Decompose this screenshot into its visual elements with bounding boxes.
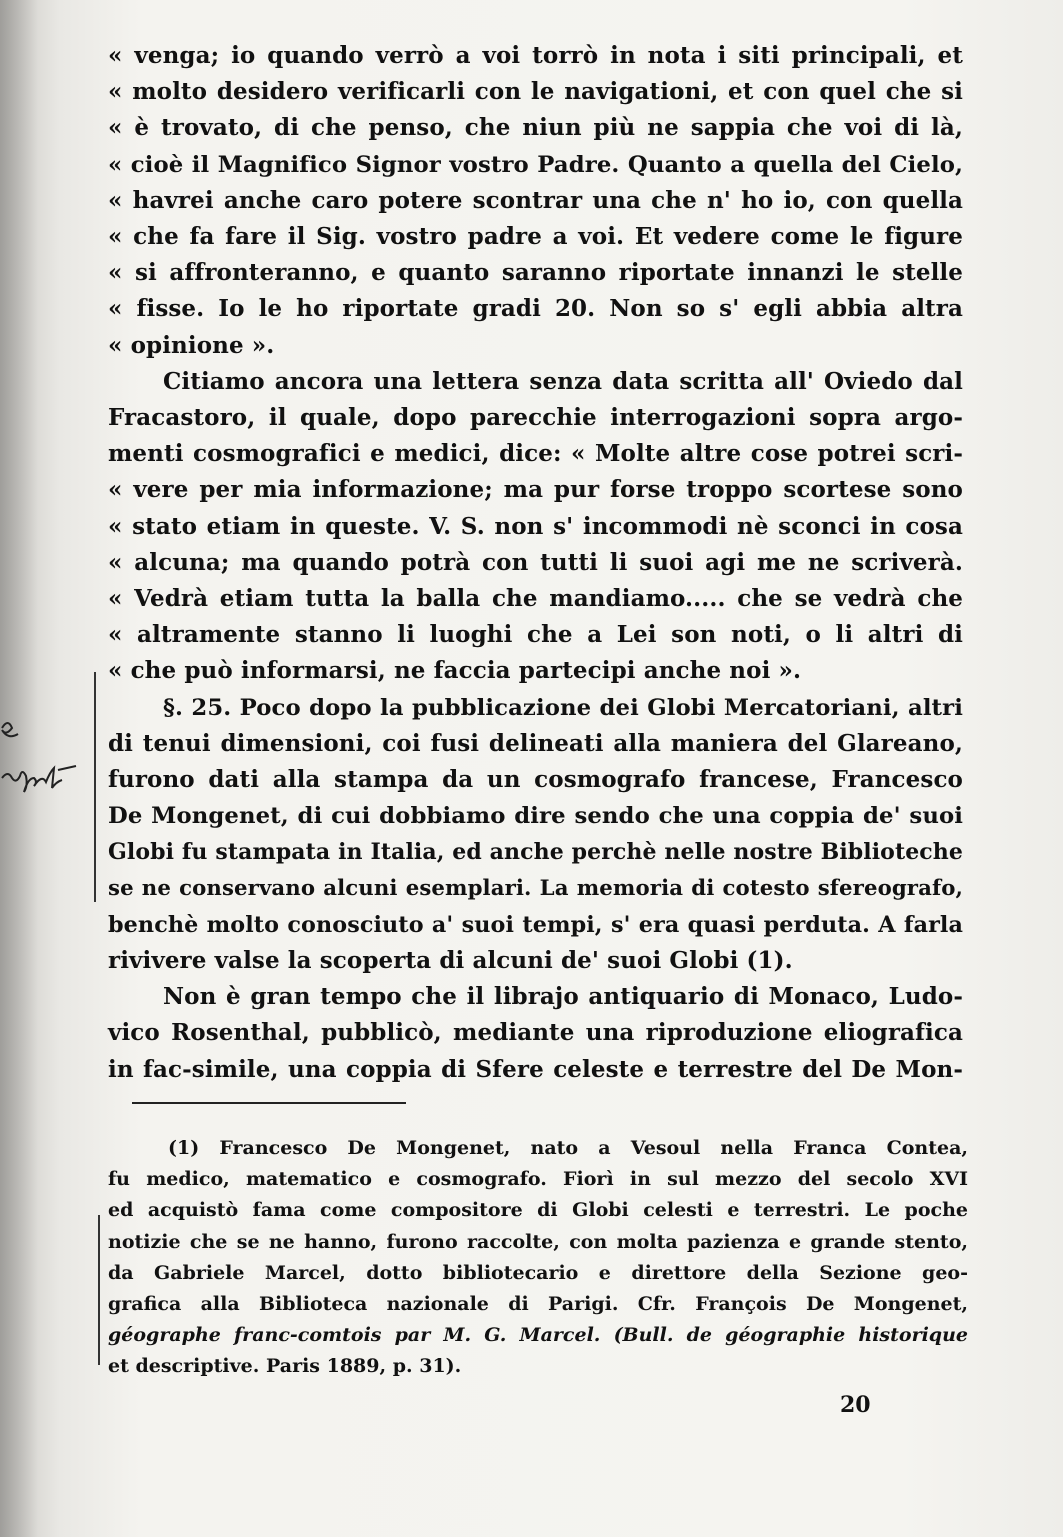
footnote-line: notizie che se ne hanno, furono raccolte, con molta pazienza e grande stento, [108, 1230, 968, 1253]
text-line: « alcuna; ma quando potrà con tutti li suoi agi me ne scriverà. [108, 548, 963, 576]
text-line: « cioè il Magnifico Signor vostro Padre. Quanto a quella del Cielo, [108, 151, 963, 178]
text-line: rivivere valse la scoperta di alcuni de' suoi Globi (1). [108, 947, 793, 975]
text-line: « vere per mia informazione; ma pur forse troppo scortese sono [108, 476, 963, 504]
text-line: « altramente stanno li luoghi che a Lei son noti, o li altri di [108, 621, 963, 649]
text-line: Globi fu stampata in Italia, ed anche perchè nelle nostre Biblioteche [108, 839, 963, 866]
text-line: « molto desidero verificarli con le navigationi, et con quel che si [108, 78, 963, 106]
footnotes [108, 1133, 968, 1383]
text-line: vico Rosenthal, pubblicò, mediante una riproduzione eliografica [108, 1019, 963, 1047]
text-line: furono dati alla stampa da un cosmografo francese, Francesco [108, 766, 963, 794]
text-line: benchè molto conosciuto a' suoi tempi, s' era quasi perduta. A farla [108, 911, 963, 938]
text-line: menti cosmografici e medici, dice: « Molte altre cose potrei scri- [108, 440, 963, 468]
footnote-separator [132, 1102, 406, 1104]
text-line: « si affronteranno, e quanto saranno riportate innanzi le stelle [108, 259, 963, 287]
footnote-line: (1) Francesco De Mongenet, nato a Vesoul nella Franca Contea, [168, 1137, 968, 1159]
footnote-line: fu medico, matematico e cosmografo. Fiorì in sul mezzo del secolo XVI [108, 1168, 968, 1191]
footnote-line: géographe franc-comtois par M. G. Marcel. (Bull. de géographie historique [108, 1324, 968, 1347]
text-line: di tenui dimensioni, coi fusi delineati alla maniera del Glareano, [108, 729, 963, 757]
text-line: Fracastoro, il quale, dopo parecchie interrogazioni sopra argo- [108, 404, 963, 432]
text-line: « fisse. Io le ho riportate gradi 20. Non so s' egli abbia altra [108, 295, 963, 323]
text-line: « havrei anche caro potere scontrar una che n' ho io, con quella [108, 186, 963, 214]
footnote-line: et descriptive. Paris 1889, p. 31). [108, 1355, 462, 1378]
text-line: « venga; io quando verrò a voi torrò in nota i siti principali, et [108, 42, 963, 69]
text-line: « stato etiam in queste. V. S. non s' incommodi nè sconci in cosa [108, 512, 963, 540]
text-line: « è trovato, di che penso, che niun più ne sappia che voi di là, [108, 114, 963, 142]
text-line: Citiamo ancora una lettera senza data scritta all' Oviedo dal [163, 367, 963, 395]
text-line: « che può informarsi, ne faccia partecipi anche noi ». [108, 657, 802, 685]
text-line: se ne conservano alcuni esemplari. La memoria di cotesto sfereografo, [108, 875, 963, 901]
footnote-line: da Gabriele Marcel, dotto bibliotecario e direttore della Sezione geo- [108, 1261, 968, 1284]
handwritten-margin-note [0, 700, 100, 820]
footnote-line: ed acquistò fama come compositore di Globi celesti e terrestri. Le poche [108, 1199, 968, 1222]
text-line: « Vedrà etiam tutta la balla che mandiamo..... che se vedrà che [108, 585, 963, 613]
body-text [108, 38, 963, 1088]
margin-mark [98, 1215, 100, 1365]
text-line: §. 25. Poco dopo la pubblicazione dei Globi Mercatoriani, altri [163, 694, 963, 721]
text-line: Non è gran tempo che il librajo antiquario di Monaco, Ludo- [163, 983, 963, 1011]
text-line: « che fa fare il Sig. vostro padre a voi. Et vedere come le figure [108, 223, 963, 251]
text-line: De Mongenet, di cui dobbiamo dire sendo che una coppia de' suoi [108, 803, 963, 830]
text-line: in fac-simile, una coppia di Sfere celeste e terrestre del De Mon- [108, 1055, 963, 1083]
footnote-line: grafica alla Biblioteca nazionale di Parigi. Cfr. François De Mongenet, [108, 1293, 968, 1316]
text-line: « opinione ». [108, 331, 275, 359]
page-number: 20 [840, 1392, 871, 1418]
